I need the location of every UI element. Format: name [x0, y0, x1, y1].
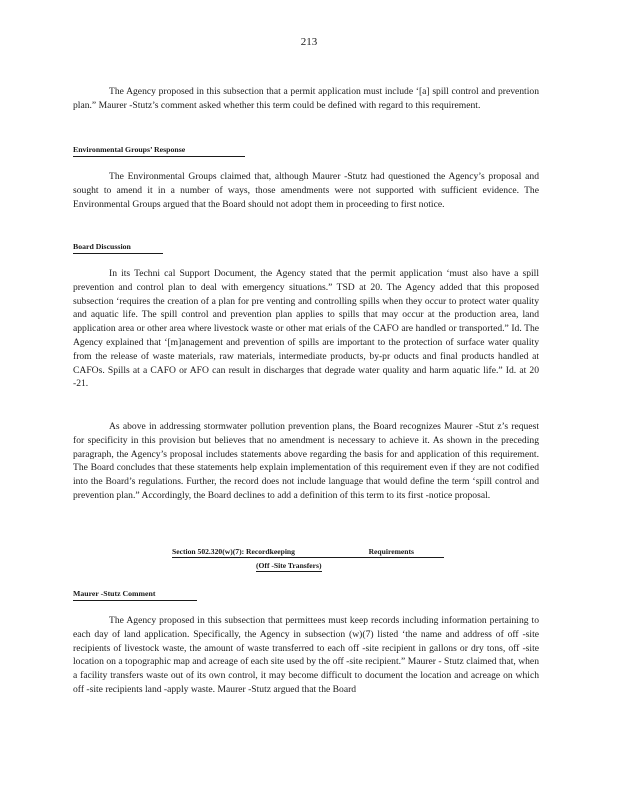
section-subheading: (Off -Site Transfers): [256, 561, 322, 570]
paragraph-board-conclusion: As above in addressing stormwater pollution prevention plans, the Board recognizes Maurer -Stut z’s request for specificity in this provision but believes that no amendment is necessary to achieve it. As shown in the preceding paragraph, the Agency’s proposal includes statements above regarding the basis for and application of this requirement. The Board concludes that these statements help explain implementation of this requirement even if they are not codified into the Board’s regulations. Further, the record does not include language that would define the term ‘spill control and prevention plan.” Accordingly, the Board declines to add a definition of this term to its first -notice proposal.: [73, 421, 539, 501]
heading-environmental-groups-response: Environmental Groups’ Response: [73, 145, 245, 157]
paragraph-recordkeeping: The Agency proposed in this subsection that permittees must keep records including information pertaining to each day of land application. Specifically, the Agency in subsection (w)(7) listed ‘the name and address of off -site recipients of livestock waste, the amount of waste transferred to each off -site recipient in gallons or dry tons, off -site location on a topographic map and acreage of each site used by the off -site recipient.” Maurer - Stutz claimed that, when a facility transfers waste out of its own control, it may become difficult to document the location and acreage on which off -site recipients land -apply waste. Maurer -Stutz argued that the Board: [73, 615, 539, 695]
section-heading: [172, 547, 444, 558]
section-requirements: Requirements: [368, 547, 414, 556]
heading-board-discussion: Board Discussion: [73, 242, 163, 254]
heading-maurer-stutz-comment: Maurer -Stutz Comment: [73, 589, 197, 601]
page-number: 213: [300, 36, 318, 48]
paragraph-environmental-groups: The Environmental Groups claimed that, although Maurer -Stutz had questioned the Agency’s proposal and sought to amend it in a number of ways, those amendments were not supported with sufficient evidence. The Environmental Groups argued that the Board should not adopt them in proceeding to first notice.: [73, 171, 539, 210]
paragraph-board-discussion: In its Techni cal Support Document, the Agency stated that the permit application ‘must also have a spill prevention and control plan to deal with emergency situations.” TSD at 20. The Agency added that this proposed subsection ‘requires the creation of a plan for pre venting and controlling spills when they occur to protect water quality and aquatic life. The spill control and prevention plan applies to spills that may occur at the production area, land application area or other area where livestock waste or other mat erials of the CAFO are handled or transported.” Id. The Agency explained that ‘[m]anagement and prevention of spills are important to the protection of surface water quality from the release of waste materials, raw materials, intermediate products, by-pr oducts and final products handled at CAFOs. Spills at a CAFO or AFO can result in discharges that degrade water quality and harm aquatic life.” Id. at 20 -21.: [73, 268, 539, 390]
section-title: Section 502.320(w)(7): Recordkeeping: [172, 547, 295, 556]
paragraph-agency-proposal: The Agency proposed in this subsection that a permit application must include ‘[a] spill control and prevention plan.” Maurer -Stutz’s comment asked whether this term could be defined with regard to this requirement.: [73, 86, 539, 111]
